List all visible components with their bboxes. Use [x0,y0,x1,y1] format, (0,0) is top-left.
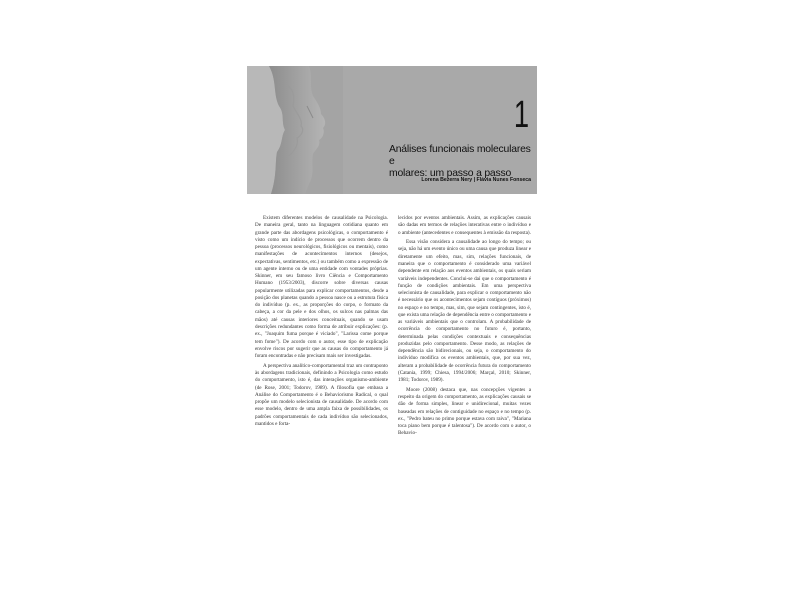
faces-silhouette-illustration [247,66,343,194]
chapter-authors: Lorena Bezerra Nery | Flávia Nunes Fonseca [421,177,531,183]
chapter-header [247,66,537,194]
body-text [255,215,537,523]
paragraph: Existem diferentes modelos de causalidade na Psicologia. De maneira geral, tanto na linguagem cotidiana quanto em grande parte das abordagens psicológicas, o comportamento é visto como um indício de processos que ocorrem dentro da pessoa (processos neurológicos, fisiológicos ou mentais), como manifestações de acontecimentos internos (desejos, expectativas, sentimentos, etc.) ou também como a expressão de um agente interno ou de uma entidade com vontades próprias. Skinner, em seu famoso livro Ciência e Comportamento Humano (1953/2003), discorre sobre diversas causas popularmente utilizadas para explicar comportamentos, desde a posição dos planetas quando a pessoa nasce ou a estrutura física do indivíduo (p. ex., as proporções do corpo, o formato da cabeça, a cor da pele e dos olhos, os sulcos nas palmas das mãos) até causas interiores conceituais, quando se usam descrições redundantes como forma de atribuir explicações: (p. ex., "Joaquim fuma porque é viciado", "Larissa come porque tem fome"). De acordo com o autor, esse tipo de explicação envolve riscos por sugerir que as causas do comportamento já foram encontradas e não precisam mais ser investigadas. [255,215,388,360]
right-column [398,215,531,438]
paragraph: A perspectiva analítico-comportamental traz um contraponto às abordagens tradicionais, definindo a Psicologia como estudo do comportamento, isto é, das interações organismo-ambiente (de Rose, 2001; Todorov, 1989). A filosofia que embasa a Análise do Comportamento é o Behaviorismo Radical, o qual propõe um modelo selecionista de causalidade. De acordo com esse modelo, dentro de uma ampla faixa de possibilidades, os padrões comportamentais de cada indivíduo são selecionados, mantidos e forta- [255,362,388,427]
chapter-number: 1 [513,94,529,136]
paragraph: lecidos por eventos ambientais. Assim, as explicações causais são dadas em termos de relações interativas entre o indivíduo e o ambiente (antecedentes e consequentes à emissão da resposta). [398,215,531,236]
paragraph: Moore (2008) destaca que, nas concepções vigentes a respeito da origem do comportamento, as explicações causais se dão de forma simples, linear e unidirecional, muitas vezes baseadas em relações de contiguidade no espaço e no tempo (p. ex., "Pedro bateu no primo porque estava com raiva", "Mariana toca piano bem porque é talentosa"). De acordo com o autor, o Behavio- [398,386,531,437]
left-column [255,215,388,428]
book-page [247,66,537,526]
chapter-title: Análises funcionais moleculares e molares: um passo a passo [389,144,531,179]
paragraph: Essa visão considera a causalidade ao longo do tempo; ou seja, não há um evento único ou uma causa que produza linear e diretamente um efeito, mas, sim, relações funcionais, de maneira que o comportamento é considerado uma variável dependente em relação aos eventos ambientais, os quais seriam variáveis independentes. Conclui-se daí que o comportamento é função de condições ambientais. Em uma perspectiva selecionista de causalidade, para explicar o comportamento não é necessário que os acontecimentos sejam contíguos (próximos) no espaço e no tempo, mas, sim, que sejam contingentes, isto é, que exista uma relação de dependência entre o comportamento e as variáveis ambientais que o controlam. A probabilidade de ocorrência do comportamento no futuro é, portanto, determinada pelas condições contextuais e consequências produzidas pelo comportamento. Desse modo, as relações de dependência são bidirecionais, ou seja, o comportamento do indivíduo modifica os eventos ambientais, que, por sua vez, alteram a probabilidade de ocorrência futura do comportamento (Catania, 1999; Chiesa, 1994/2006; Marçal, 2010; Skinner, 1981; Todorov, 1989). [398,239,531,384]
